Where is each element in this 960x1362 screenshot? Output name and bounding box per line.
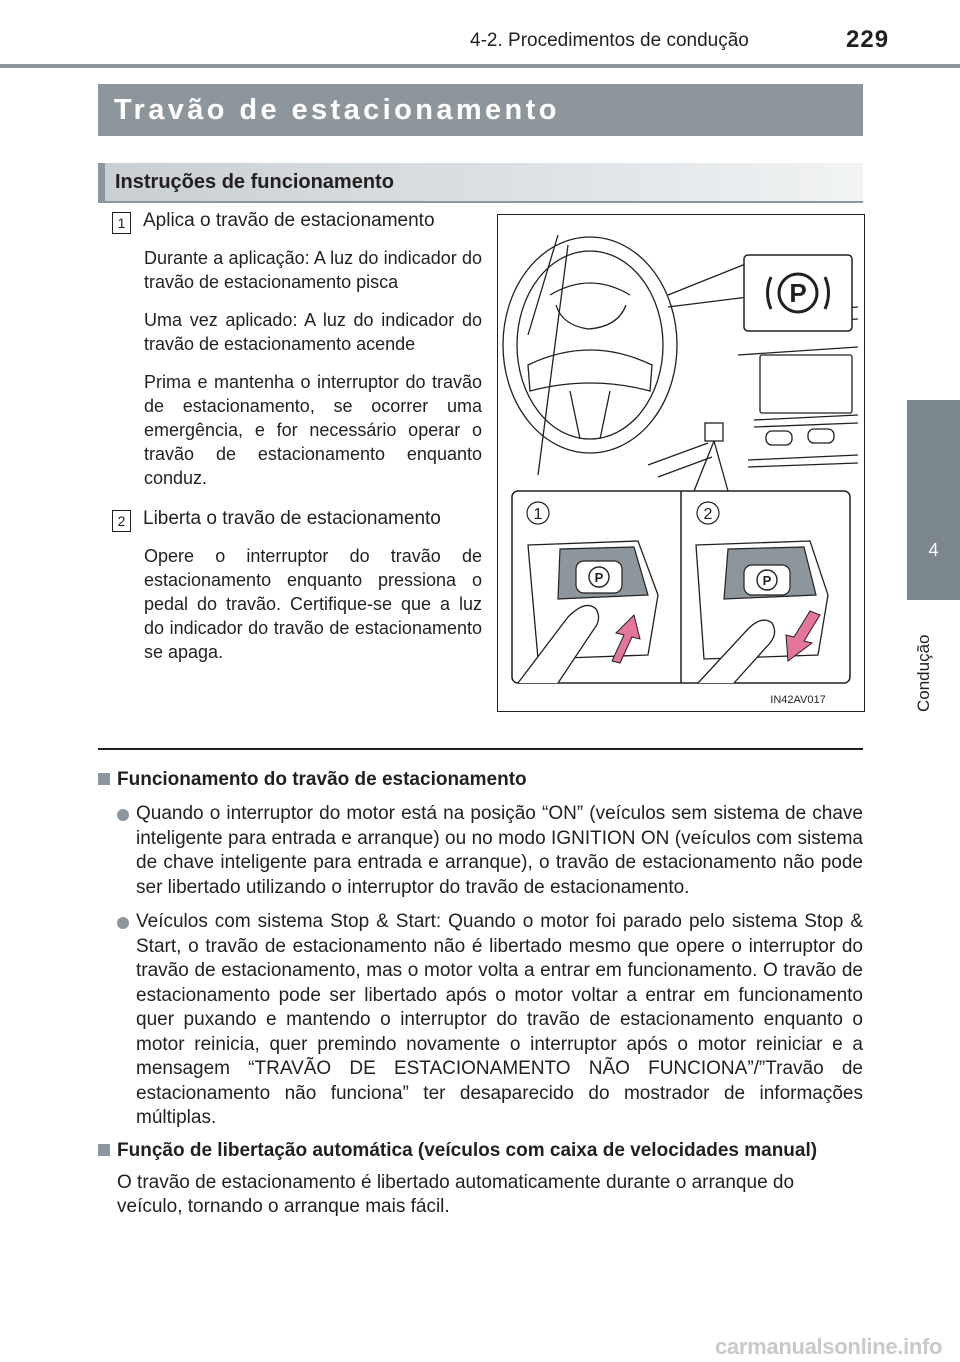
figure-code: IN42AV017 [770, 694, 826, 706]
parking-brake-illustration [497, 214, 865, 712]
indicator-callout [744, 255, 852, 331]
square-bullet-icon [98, 1144, 110, 1156]
round-bullet-icon [117, 809, 129, 821]
step-paragraph: Durante a aplicação: A luz do indicador do travão de estacionamento pisca [144, 248, 482, 292]
round-bullet-icon [117, 917, 129, 929]
notes-section [98, 760, 863, 1219]
page-title: Travão de estacionamento [114, 94, 560, 126]
switch-symbol-1: P [594, 570, 604, 585]
watermark: carmanualsonline.info [715, 1334, 943, 1359]
step-paragraph: Prima e mantenha o interruptor do travão de estacionamento, se ocorrer uma emergência, e for necessário operar o travão de estacionamento enquanto conduz. [144, 372, 482, 488]
step-heading-text: Liberta o travão de estacionamento [143, 508, 441, 529]
chapter-tab[interactable] [907, 400, 960, 600]
chapter-number: 4 [928, 540, 939, 560]
step-1 [112, 210, 482, 490]
step-paragraph: Uma vez aplicado: A luz do indicador do travão de estacionamento acende [144, 310, 482, 354]
notes-paragraph: O travão de estacionamento é libertado automaticamente durante o arranque do veículo, tornando o arranque mais fácil. [117, 1171, 795, 1217]
step-number: 1 [112, 212, 131, 234]
notes-bullet [117, 802, 863, 900]
notes-heading [98, 768, 863, 792]
callout-1: 1 [533, 506, 543, 523]
indicator-symbol: P [789, 278, 807, 308]
notes-heading-text: Função de libertação automática (veículos com caixa de velocidades manual) [117, 1139, 818, 1161]
chapter-label-box [908, 610, 960, 720]
step-heading-text: Aplica o travão de estacionamento [143, 210, 435, 231]
notes-heading-text: Funcionamento do travão de estacionamento [117, 769, 527, 790]
title-bar [98, 84, 863, 136]
section-divider [98, 748, 863, 750]
step-2 [112, 508, 482, 664]
step-number: 2 [112, 510, 131, 532]
notes-bullet-text: Veículos com sistema Stop & Start: Quando o motor foi parado pelo sistema Stop & Start, o travão de estacionamento não é libertado mesmo que opere o interruptor do travão de estacionamento, mas o motor volta a entrar em funcionamento. O travão de estacionamento pode ser libertado após o motor voltar a entrar em funcionamento quer puxando e mantendo o interruptor do travão de estacionamento enquanto o motor reinicia, quer premindo novamente o interruptor após o motor reiniciar e a mensagem “TRAVÃO DE ESTACIONAMENTO NÃO FUNCIONA”/”Travão de estacionamento não funciona” ter desaparecido do mostrador de informações múltiplas. [136, 911, 863, 1128]
square-bullet-icon [98, 773, 110, 785]
subtitle-rule [98, 201, 863, 203]
notes-bullet-text: Quando o interruptor do motor está na posição “ON” (veículos sem sistema de chave inteligente para entrada e arranque) ou no modo IGNITION ON (veículos com sistema de chave inteligente para entrada e arranque), o travão de estacionamento não pode ser libertado utilizando o interruptor do travão de estacionamento. [136, 803, 863, 898]
step-heading [112, 210, 482, 232]
switch-symbol-2: P [762, 573, 772, 588]
header-rule [0, 64, 960, 68]
step-paragraph: Opere o interruptor do travão de estacionamento enquanto pressiona o pedal do travão. Certifique-se que a luz do indicador do travão de estacionamento se apaga. [144, 546, 482, 662]
chapter-label: Condução [914, 634, 933, 712]
notes-heading [98, 1139, 863, 1163]
illustration-svg [498, 215, 864, 711]
header-section-title: 4-2. Procedimentos de condução [470, 30, 749, 51]
callout-2: 2 [703, 506, 713, 523]
subtitle: Instruções de funcionamento [115, 171, 394, 193]
step-heading [112, 508, 482, 530]
steps [112, 206, 482, 664]
page-number: 229 [846, 26, 890, 53]
notes-bullet [117, 910, 863, 1131]
subtitle-bar [98, 163, 863, 201]
